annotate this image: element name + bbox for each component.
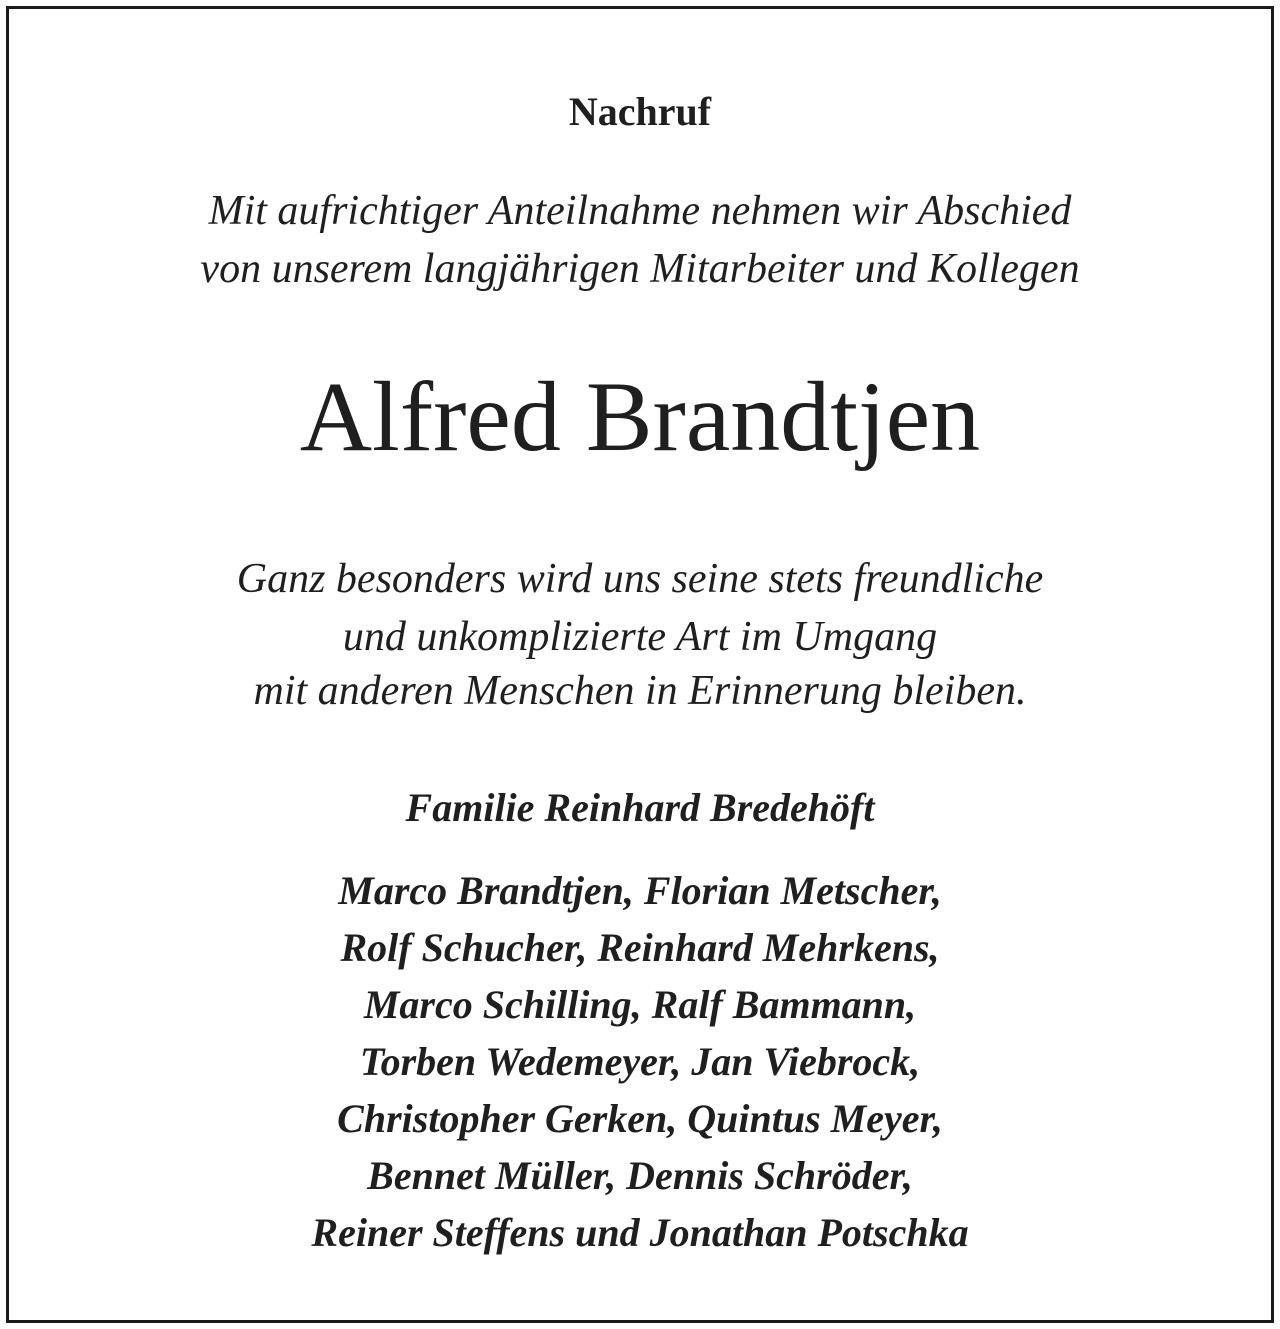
signer-line: Torben Wedemeyer, Jan Viebrock, bbox=[359, 1039, 921, 1084]
signer-line: Marco Schilling, Ralf Bammann, bbox=[363, 982, 917, 1027]
signer-line: Christopher Gerken, Quintus Meyer, bbox=[337, 1096, 943, 1141]
memory-line-2: und unkomplizierte Art im Umgang bbox=[342, 614, 938, 660]
memory-line-3: mit anderen Menschen in Erinnerung bleiben. bbox=[253, 668, 1027, 714]
intro-line-2: von unserem langjährigen Mitarbeiter und Kollegen bbox=[200, 246, 1080, 292]
signer-line: Marco Brandtjen, Florian Metscher, bbox=[338, 868, 942, 913]
memory-line-1: Ganz besonders wird uns seine stets freundliche bbox=[236, 556, 1044, 602]
family-signature: Familie Reinhard Bredehöft bbox=[405, 785, 875, 830]
intro-line-1: Mit aufrichtiger Anteilnahme nehmen wir Abschied bbox=[208, 188, 1072, 234]
signer-line: Reiner Steffens und Jonathan Potschka bbox=[311, 1210, 969, 1255]
obituary-notice bbox=[6, 6, 1274, 1323]
signer-line: Bennet Müller, Dennis Schröder, bbox=[367, 1153, 913, 1198]
notice-heading: Nachruf bbox=[568, 89, 712, 134]
signer-line: Rolf Schucher, Reinhard Mehrkens, bbox=[340, 925, 940, 970]
deceased-name: Alfred Brandtjen bbox=[299, 361, 981, 472]
